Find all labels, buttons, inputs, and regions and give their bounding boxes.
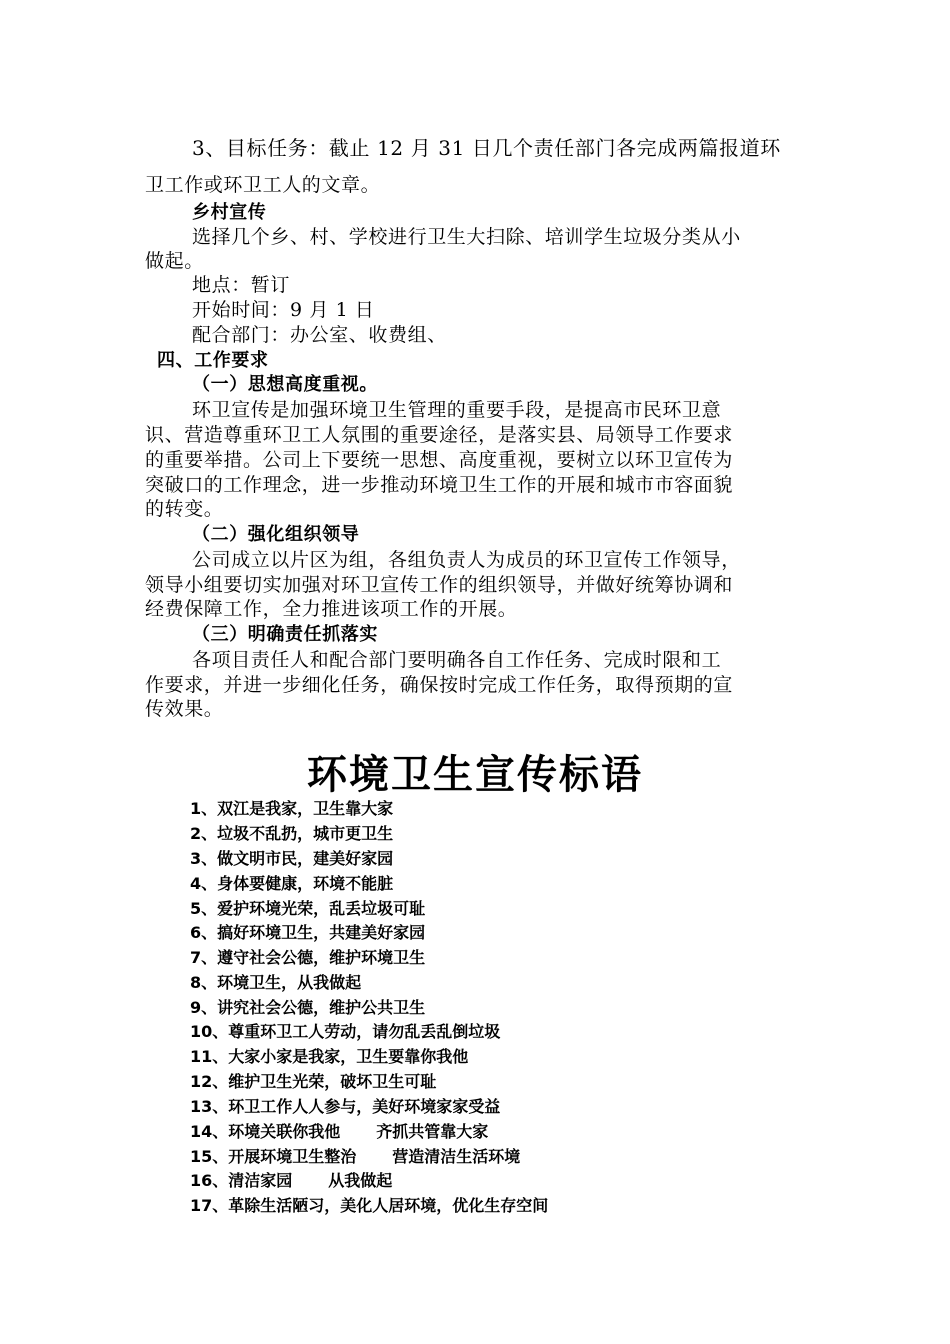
- sub1-line: 的重要举措。公司上下要统一思想、高度重视，要树立以环卫宣传为: [145, 449, 734, 471]
- rural-line-1: 选择几个乡、村、学校进行卫生大扫除、培训学生垃圾分类从小: [192, 226, 741, 248]
- slogan-item: 7、遵守社会公德，维护环境卫生: [190, 948, 426, 967]
- slogan-item: [190, 1121, 488, 1143]
- slogan-item-tail: 齐抓共管靠大家: [376, 1122, 489, 1141]
- slogan-item: 9、讲究社会公德，维护公共卫生: [190, 998, 426, 1017]
- rural-heading: 乡村宣传: [192, 202, 267, 223]
- sub3-heading: （三）明确责任抓落实: [192, 624, 378, 645]
- slogan-item-head: 15、开展环境卫生整治: [190, 1147, 357, 1166]
- sub2-line: 经费保障工作，全力推进该项工作的开展。: [145, 598, 518, 620]
- requirements-heading: 四、工作要求: [157, 350, 269, 371]
- rural-line-2: 做起。: [145, 250, 204, 272]
- slogan-item-head: 14、环境关联你我他: [190, 1122, 341, 1141]
- sub2-line: 领导小组要切实加强对环卫宣传工作的组织领导，并做好统筹协调和: [145, 574, 734, 596]
- target-task-line-1: 3、目标任务：截止 12 月 31 日几个责任部门各完成两篇报道环: [192, 136, 781, 160]
- sub1-line: 突破口的工作理念，进一步推动环境卫生工作的开展和城市市容面貌: [145, 474, 734, 496]
- sub1-line: 识、营造尊重环卫工人氛围的重要途径，是落实县、局领导工作要求: [145, 424, 734, 446]
- sub2-line: 公司成立以片区为组，各组负责人为成员的环卫宣传工作领导，: [192, 549, 741, 571]
- sub3-line: 作要求，并进一步细化任务，确保按时完成工作任务，取得预期的宣: [145, 674, 734, 696]
- slogan-item: 6、搞好环境卫生，共建美好家园: [190, 923, 426, 942]
- slogan-item-head: 16、清洁家园: [190, 1171, 293, 1190]
- slogans-title: 环境卫生宣传标语: [307, 751, 643, 798]
- sub1-line: 环卫宣传是加强环境卫生管理的重要手段，是提高市民环卫意: [192, 399, 722, 421]
- sub3-line: 传效果。: [145, 698, 224, 720]
- slogan-item: 2、垃圾不乱扔，城市更卫生: [190, 824, 394, 843]
- slogan-item-tail: 从我做起: [328, 1171, 393, 1190]
- sub3-line: 各项目责任人和配合部门要明确各自工作任务、完成时限和工: [192, 649, 722, 671]
- slogan-item: 5、爱护环境光荣，乱丢垃圾可耻: [190, 899, 426, 918]
- slogan-item: [190, 1146, 520, 1168]
- slogan-item: [190, 1170, 392, 1192]
- slogan-item: 1、双江是我家，卫生靠大家: [190, 799, 394, 818]
- rural-start-time: 开始时间：9 月 1 日: [192, 299, 375, 321]
- rural-location: 地点：暂订: [192, 274, 291, 296]
- sub1-heading: （一）思想高度重视。: [192, 374, 378, 395]
- slogan-item: 17、革除生活陋习，美化人居环境，优化生存空间: [190, 1196, 549, 1215]
- slogan-item: 10、尊重环卫工人劳动，请勿乱丢乱倒垃圾: [190, 1022, 501, 1041]
- slogan-item: 11、大家小家是我家，卫生要靠你我他: [190, 1047, 469, 1066]
- sub1-line: 的转变。: [145, 498, 224, 520]
- rural-departments: 配合部门：办公室、收费组、: [192, 324, 447, 346]
- slogan-item: 12、维护卫生光荣，破坏卫生可耻: [190, 1072, 437, 1091]
- slogan-item: 3、做文明市民，建美好家园: [190, 849, 394, 868]
- slogan-item-tail: 营造清洁生活环境: [392, 1147, 521, 1166]
- target-task-line-2: 卫工作或环卫工人的文章。: [145, 174, 381, 196]
- slogan-item: 13、环卫工作人人参与，美好环境家家受益: [190, 1097, 501, 1116]
- sub2-heading: （二）强化组织领导: [192, 524, 360, 545]
- slogan-item: 4、身体要健康，环境不能脏: [190, 874, 394, 893]
- slogan-item: 8、环境卫生，从我做起: [190, 973, 362, 992]
